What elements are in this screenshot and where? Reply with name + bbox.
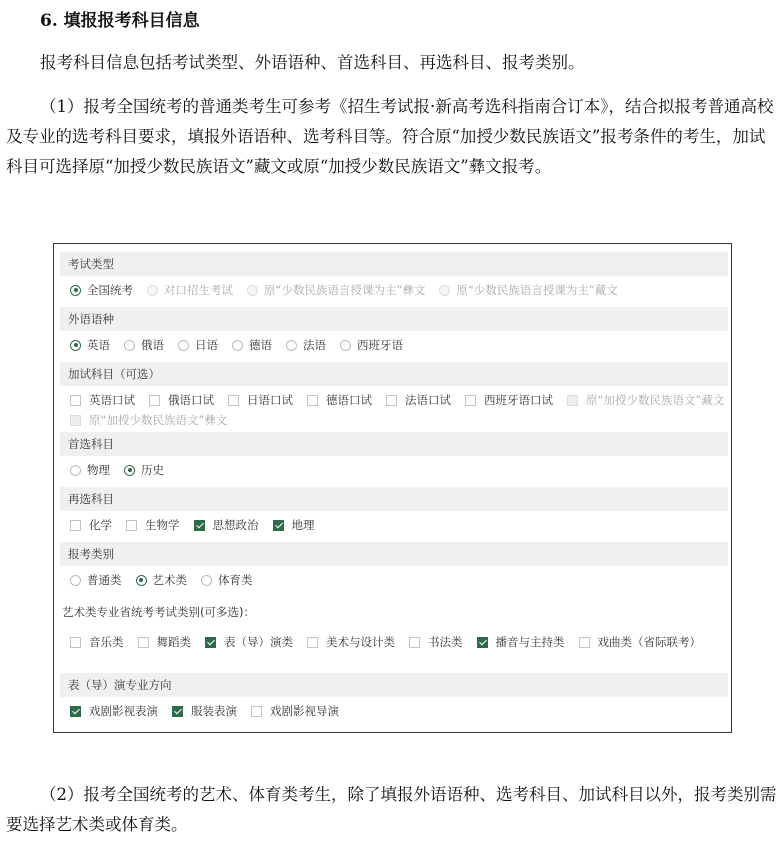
art-categories-options [60, 628, 728, 656]
first-subject-option[interactable] [124, 462, 164, 478]
checkbox[interactable] [70, 706, 81, 717]
category-option[interactable] [136, 572, 188, 588]
radio-button[interactable] [232, 340, 243, 351]
foreign-language-option[interactable] [178, 337, 218, 353]
option-label: 日语 [195, 338, 218, 352]
art-categories-option[interactable] [477, 634, 565, 650]
second-subjects-title: 再选科目 [60, 487, 728, 511]
checkbox[interactable] [579, 637, 590, 648]
option-label: 原“少数民族语言授课为主”彝文 [264, 283, 426, 297]
exam-type-option [147, 282, 233, 298]
radio-button[interactable] [124, 340, 135, 351]
paragraph-general-students: （1）报考全国统考的普通类考生可参考《招生考试报·新高考选科指南合订本》，结合拟报考普通高校及专业的选考科目要求，填报外语语种、选考科目等。符合原“加授少数民族语文”报考条件的考生，加试科目可选择原“加授少数民族语文”藏文或原“加授少数民族语文”彝文报考。 [6, 97, 774, 176]
radio-button [439, 285, 450, 296]
first-subject-option[interactable] [70, 462, 110, 478]
category-option[interactable] [201, 572, 253, 588]
second-subjects-option[interactable] [194, 517, 259, 533]
performance-direction-option[interactable] [172, 703, 237, 719]
option-label: 原“加授少数民族语文”彝文 [89, 413, 228, 427]
option-label: 俄语口试 [168, 393, 214, 407]
radio-button[interactable] [286, 340, 297, 351]
section-heading: 6. 填报报考科目信息 [40, 11, 200, 31]
exam-type-options [60, 276, 728, 304]
radio-button[interactable] [124, 465, 135, 476]
foreign-language-option[interactable] [124, 337, 164, 353]
option-label: 生物学 [145, 518, 180, 532]
art-categories-option[interactable] [579, 634, 702, 650]
second-subjects-option[interactable] [126, 517, 180, 533]
art-categories-title: 艺术类专业省统考考试类别(可多选)： [62, 605, 255, 619]
option-label: 戏剧影视表演 [89, 704, 158, 718]
foreign-language-option[interactable] [232, 337, 272, 353]
option-label: 戏剧影视导演 [270, 704, 339, 718]
option-label: 普通类 [87, 573, 122, 587]
foreign-language-option[interactable] [70, 337, 110, 353]
category-options [60, 566, 728, 594]
option-label: 历史 [141, 463, 164, 477]
option-label: 表（导）演类 [224, 635, 293, 649]
option-label: 舞蹈类 [156, 635, 191, 649]
radio-button [247, 285, 258, 296]
extra-subjects-option [70, 412, 227, 428]
foreign-language-option[interactable] [340, 337, 403, 353]
extra-subjects-title: 加试科目（可选） [60, 362, 728, 386]
radio-button[interactable] [178, 340, 189, 351]
foreign-language-title: 外语语种 [60, 307, 728, 331]
option-label: 美术与设计类 [326, 635, 395, 649]
exam-type-option[interactable] [70, 282, 133, 298]
checkbox[interactable] [172, 706, 183, 717]
extra-subjects-option[interactable] [149, 392, 214, 408]
first-subject-section [60, 432, 728, 484]
foreign-language-options [60, 331, 728, 359]
extra-subjects-options-row2 [60, 411, 728, 429]
second-subjects-options [60, 511, 728, 539]
art-categories-option[interactable] [409, 634, 463, 650]
checkbox [70, 415, 81, 426]
option-label: 化学 [89, 518, 112, 532]
radio-button[interactable] [70, 575, 81, 586]
option-label: 法语 [303, 338, 326, 352]
second-subjects-option[interactable] [273, 517, 315, 533]
checkbox [567, 395, 578, 406]
radio-button [147, 285, 158, 296]
option-label: 思想政治 [212, 518, 259, 532]
checkbox[interactable] [477, 637, 488, 648]
checkbox[interactable] [70, 395, 81, 406]
paragraph-art-sports-students: （2）报考全国统考的艺术、体育类考生，除了填报外语语种、选考科目、加试科目以外，报考类别需要选择艺术类或体育类。 [6, 785, 777, 834]
performance-direction-option[interactable] [251, 703, 339, 719]
extra-subjects-option[interactable] [386, 392, 451, 408]
checkbox[interactable] [386, 395, 397, 406]
art-categories-option[interactable] [138, 634, 192, 650]
art-categories-section [60, 628, 728, 656]
option-label: 服装表演 [191, 704, 237, 718]
paragraph-intro: 报考科目信息包括考试类型、外语语种、首选科目、再选科目、报考类别。 [40, 53, 585, 72]
checkbox[interactable] [307, 637, 318, 648]
checkbox[interactable] [126, 520, 137, 531]
category-section [60, 542, 728, 594]
option-label: 俄语 [141, 338, 164, 352]
extra-subjects-option [567, 392, 724, 408]
checkbox[interactable] [70, 520, 81, 531]
performance-direction-title: 表（导）演专业方向 [60, 673, 728, 697]
checkbox[interactable] [465, 395, 476, 406]
radio-button[interactable] [70, 285, 81, 296]
option-label: 德语口试 [326, 393, 372, 407]
first-subject-options [60, 456, 728, 484]
option-label: 物理 [87, 463, 110, 477]
option-label: 书法类 [428, 635, 463, 649]
category-option[interactable] [70, 572, 122, 588]
extra-subjects-option[interactable] [307, 392, 372, 408]
checkbox[interactable] [409, 637, 420, 648]
exam-type-section [60, 252, 728, 304]
option-label: 西班牙语 [357, 338, 403, 352]
option-label: 原“少数民族语言授课为主”藏文 [456, 283, 618, 297]
foreign-language-option[interactable] [286, 337, 326, 353]
checkbox[interactable] [251, 706, 262, 717]
radio-button[interactable] [201, 575, 212, 586]
checkbox[interactable] [273, 520, 284, 531]
option-label: 德语 [249, 338, 272, 352]
option-label: 体育类 [218, 573, 253, 587]
radio-button[interactable] [340, 340, 351, 351]
radio-button[interactable] [136, 575, 147, 586]
option-label: 英语口试 [89, 393, 135, 407]
extra-subjects-option[interactable] [465, 392, 553, 408]
performance-direction-options [60, 697, 728, 725]
option-label: 艺术类 [152, 573, 187, 587]
option-label: 法语口试 [405, 393, 451, 407]
extra-subjects-section [60, 362, 728, 429]
checkbox[interactable] [205, 637, 216, 648]
option-label: 播音与主持类 [495, 635, 565, 649]
exam-type-option [247, 282, 425, 298]
art-categories-option[interactable] [70, 634, 124, 650]
checkbox[interactable] [194, 520, 205, 531]
performance-direction-section [60, 673, 728, 725]
option-label: 地理 [291, 518, 315, 532]
extra-subjects-options-row1 [60, 389, 728, 411]
extra-subjects-option[interactable] [70, 392, 135, 408]
option-label: 对口招生考试 [164, 283, 233, 297]
checkbox[interactable] [70, 637, 81, 648]
option-label: 日语口试 [247, 393, 293, 407]
art-categories-option[interactable] [205, 634, 293, 650]
second-subjects-section [60, 487, 728, 539]
extra-subjects-option[interactable] [228, 392, 293, 408]
option-label: 戏曲类（省际联考） [597, 635, 701, 649]
option-label: 西班牙语口试 [484, 393, 553, 407]
performance-direction-option[interactable] [70, 703, 158, 719]
first-subject-title: 首选科目 [60, 432, 728, 456]
checkbox[interactable] [228, 395, 239, 406]
option-label: 音乐类 [89, 635, 124, 649]
foreign-language-section [60, 307, 728, 359]
option-label: 全国统考 [87, 283, 133, 297]
radio-button[interactable] [70, 340, 81, 351]
checkbox[interactable] [149, 395, 160, 406]
option-label: 原“加授少数民族语文”藏文 [586, 393, 725, 407]
form-screenshot [53, 243, 732, 733]
second-subjects-option[interactable] [70, 517, 112, 533]
category-title: 报考类别 [60, 542, 728, 566]
radio-button[interactable] [70, 465, 81, 476]
checkbox[interactable] [307, 395, 318, 406]
exam-type-title: 考试类型 [60, 252, 728, 276]
option-label: 英语 [87, 338, 110, 352]
checkbox[interactable] [138, 637, 149, 648]
exam-type-option [439, 282, 617, 298]
art-categories-option[interactable] [307, 634, 395, 650]
